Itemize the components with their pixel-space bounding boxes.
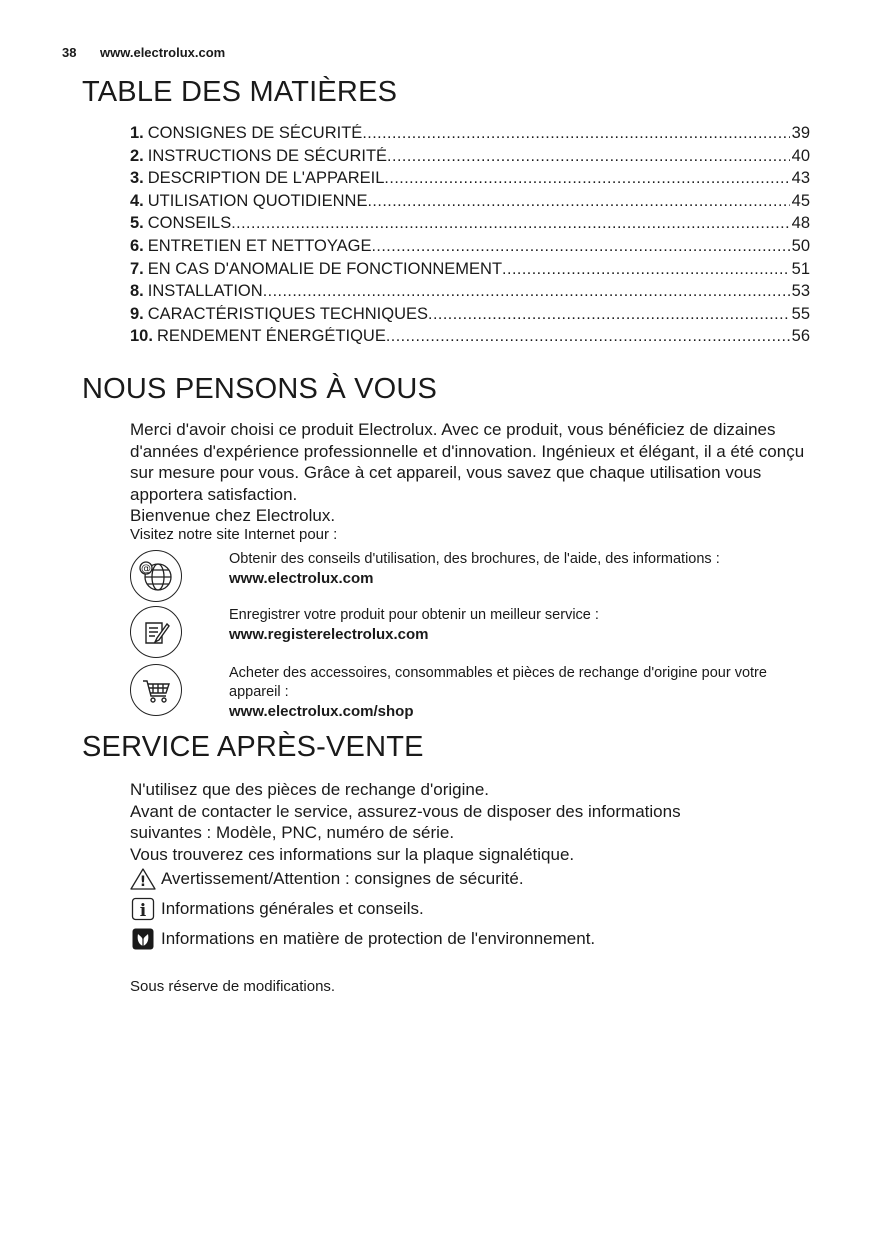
toc-entry-label: CARACTÉRISTIQUES TECHNIQUES — [147, 304, 428, 323]
globe-at-icon — [130, 550, 182, 602]
toc-leader — [263, 283, 790, 301]
toc-entry-page: 56 — [791, 327, 810, 346]
toc-leader — [367, 193, 789, 211]
thanks-section-title: NOUS PENSONS À VOUS — [82, 373, 438, 405]
web-link-url[interactable]: www.electrolux.com/shop — [229, 703, 414, 720]
toc-entry-page: 51 — [791, 259, 810, 278]
toc-entry[interactable] — [130, 124, 810, 147]
web-link-description: Acheter des accessoires, consommables et pièces de rechange d'origine pour votre appareil : — [229, 665, 767, 700]
warning-triangle-icon — [130, 867, 156, 891]
toc-leader — [386, 328, 790, 346]
service-section-title: SERVICE APRÈS-VENTE — [82, 731, 424, 763]
toc-entry-number: 1. — [130, 124, 144, 142]
toc-entry[interactable] — [130, 305, 810, 328]
toc-entry-number: 5. — [130, 214, 144, 233]
toc-entry-label: INSTALLATION — [147, 282, 263, 301]
toc-entry-page: 39 — [791, 124, 810, 142]
web-link-item — [130, 664, 810, 720]
toc-entry-label: ENTRETIEN ET NETTOYAGE — [147, 236, 372, 255]
service-line: Avant de contacter le service, assurez-vous de disposer des informations suivantes : Modèle, PNC, numéro de série. — [130, 801, 681, 842]
toc-entry-number: 9. — [130, 304, 144, 323]
web-link-item — [130, 606, 810, 658]
service-line: N'utilisez que des pièces de rechange d'origine. — [130, 780, 489, 799]
toc-entry[interactable] — [130, 260, 810, 283]
web-link-description: Enregistrer votre produit pour obtenir un meilleur service : — [229, 607, 599, 623]
toc-leader — [371, 238, 789, 256]
toc-entry-page: 43 — [791, 169, 810, 188]
toc-entry-page: 53 — [791, 282, 810, 301]
legend-text: Avertissement/Attention : consignes de sécurité. — [161, 869, 524, 888]
toc-leader — [384, 170, 789, 188]
footer-note: Sous réserve de modifications. — [130, 978, 336, 995]
legend-item — [130, 927, 595, 951]
visit-line: Visitez notre site Internet pour : — [130, 526, 338, 543]
shopping-cart-icon — [130, 664, 182, 716]
info-icon — [130, 897, 156, 921]
toc-entry-number: 7. — [130, 259, 144, 278]
toc-entry[interactable] — [130, 237, 810, 260]
toc-entry-number: 8. — [130, 282, 144, 301]
web-link-item — [130, 550, 810, 602]
legend-text: Informations en matière de protection de l'environnement. — [161, 929, 596, 948]
toc-leader — [362, 125, 789, 143]
toc-entry-number: 10. — [130, 327, 153, 346]
thanks-paragraph: Merci d'avoir choisi ce produit Electrolux. Avec ce produit, vous bénéficiez de dizaines d'années d'expérience professionnelle et d'innovation. Ingénieux et élégant, il a été conçu sur mesure pour vous. Grâce à cet appareil, vous savez que chaque utilisation vous apportera satisfaction. — [130, 420, 805, 504]
environment-icon — [130, 927, 156, 951]
service-line: Vous trouverez ces informations sur la plaque signalétique. — [130, 844, 575, 864]
service-text — [130, 779, 820, 865]
toc-entry-number: 2. — [130, 146, 144, 165]
toc-entry[interactable] — [130, 214, 810, 237]
legend-text: Informations générales et conseils. — [161, 899, 424, 918]
toc-entry-label: CONSEILS — [147, 214, 232, 233]
toc-entry-page: 55 — [791, 304, 810, 323]
web-link-url[interactable]: www.registerelectrolux.com — [229, 626, 429, 643]
toc-entry[interactable] — [130, 192, 810, 215]
toc-entry[interactable] — [130, 282, 810, 305]
toc-leader — [387, 148, 790, 166]
web-link-url[interactable]: www.electrolux.com — [229, 570, 374, 587]
page-number: 38 — [62, 45, 77, 60]
toc-entry-label: CONSIGNES DE SÉCURITÉ — [147, 124, 363, 142]
toc-entry-number: 6. — [130, 236, 144, 255]
legend-item — [130, 897, 424, 921]
toc-entry-label: DESCRIPTION DE L'APPAREIL — [147, 169, 385, 188]
svg-text:!: ! — [139, 874, 147, 890]
svg-text:@: @ — [141, 563, 151, 575]
toc-entry[interactable] — [130, 169, 810, 192]
toc-entry-page: 48 — [791, 214, 810, 233]
toc-entry-label: EN CAS D'ANOMALIE DE FONCTIONNEMENT — [147, 259, 503, 278]
toc-leader — [231, 215, 789, 233]
toc-entry-number: 4. — [130, 191, 144, 210]
svg-text:i: i — [139, 901, 147, 921]
toc-entry-label: UTILISATION QUOTIDIENNE — [147, 191, 368, 210]
page-header — [62, 45, 225, 60]
toc-entry-page: 40 — [791, 146, 810, 165]
table-of-contents — [130, 124, 810, 350]
toc-entry-page: 50 — [791, 236, 810, 255]
welcome-line: Bienvenue chez Electrolux. — [130, 506, 336, 525]
toc-title: TABLE DES MATIÈRES — [82, 76, 398, 108]
toc-entry-number: 3. — [130, 169, 144, 188]
toc-entry-page: 45 — [791, 191, 810, 210]
toc-leader — [428, 306, 790, 324]
thanks-text — [130, 419, 820, 527]
toc-entry[interactable] — [130, 327, 810, 350]
toc-leader — [502, 261, 790, 279]
toc-entry-label: RENDEMENT ÉNERGÉTIQUE — [156, 327, 386, 346]
web-link-description: Obtenir des conseils d'utilisation, des brochures, de l'aide, des informations : — [229, 551, 720, 567]
toc-entry[interactable] — [130, 147, 810, 170]
register-form-icon — [130, 606, 182, 658]
site-url[interactable]: www.electrolux.com — [100, 45, 226, 60]
toc-entry-label: INSTRUCTIONS DE SÉCURITÉ — [147, 146, 388, 165]
legend-item — [130, 867, 524, 891]
